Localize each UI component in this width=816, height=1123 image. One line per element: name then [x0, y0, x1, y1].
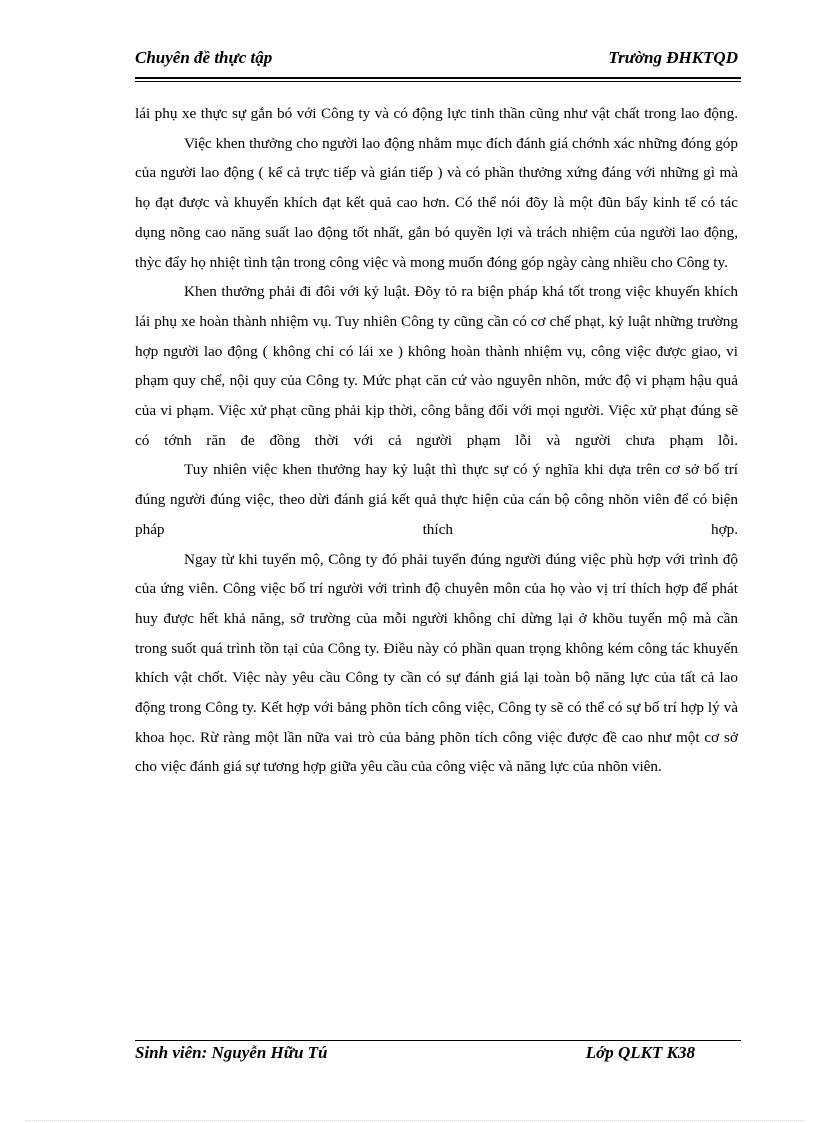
paragraph-reward: Việc khen thưởng cho người lao động nhằm mục đích đánh giá chớnh xác những đóng góp của người lao động ( kể cả trực tiếp và gián tiếp ) và có phần thưởng xứng đáng với những gì mà họ đạt được và khuyến khích đạt kết quả cao hơn. Có thể nói đõy là một đũn bẩy kinh tế có tác dụng nõng cao năng suất lao động tốt nhất, gắn bó quyền lợi và trách nhiệm của người lao động, thỳc đẩy họ nhiệt tình tận trong công việc và mong muốn đóng góp ngày càng nhiều cho Công ty.	[135, 134, 738, 271]
footer-student: Sinh viên: Nguyễn Hữu Tú	[135, 1043, 328, 1062]
header-title: Chuyên đề thực tập	[135, 48, 273, 67]
header-rule-thin	[135, 81, 741, 82]
footer-rule	[135, 1040, 741, 1041]
paragraph-placement: Tuy nhiên việc khen thưởng hay kỷ luật thì thực sự có ý nghĩa khi dựa trên cơ sở bố trí đúng người đúng việc, theo dừi đánh giá kết quả thực hiện của cán bộ công nhõn viên để có biện pháp thích hợp.	[135, 461, 738, 538]
footer-class: Lớp QLKT K38	[585, 1043, 695, 1062]
paragraph-discipline: Khen thưởng phải đi đôi với kỷ luật. Đõy tỏ ra biện pháp khá tốt trong việc khuyến khích lái phụ xe hoàn thành nhiệm vụ. Tuy nhiên Công ty cũng cần có cơ chế phạt, kỷ luật những trường hợp người lao động ( không chỉ có lái xe ) không hoàn thành nhiệm vụ, công việc được giao, vi phạm quy chế, nội quy của Công ty. Mức phạt căn cứ vào nguyên nhõn, mức độ vi phạm hậu quả của vi phạm. Việc xử phạt cũng phải kịp thời, công bằng đối với mọi người. Việc xử phạt đúng sẽ có tớnh răn đe đồng thời với cả người phạm lỗi và người chưa phạm lỗi.	[135, 283, 738, 449]
header-school: Trường ĐHKTQD	[608, 48, 738, 67]
page-edge	[25, 1120, 805, 1121]
document-body	[135, 99, 738, 782]
page-footer	[135, 1043, 695, 1069]
paragraph-continuation: lái phụ xe thực sự gắn bó với Công ty và có động lực tinh thần cũng như vật chất trong lao động.	[135, 105, 738, 122]
paragraph-recruitment: Ngay từ khi tuyển mộ, Công ty đó phải tuyển đúng người đúng việc phù hợp với trình độ của ứng viên. Công việc bố trí người với trình độ chuyên môn của họ vào vị trí thích hợp để phát huy được hết khả năng, sở trường của mỗi người không chỉ dừng lại ở khõu tuyển mộ mà cần trong suốt quá trình tồn tại của Công ty. Điều này có phần quan trọng không kém công tác khuyến khích vật chốt. Việc này yêu cầu Công ty cần có sự đánh giá lại toàn bộ năng lực của tất cả lao động trong Công ty. Kết hợp với bảng phõn tích công việc, Công ty sẽ có thể có sự bố trí hợp lý và khoa học. Rừ ràng một lần nữa vai trò của bảng phõn tích công việc được đề cao như một cơ sở cho việc đánh giá sự tương hợp giữa yêu cầu của công việc và năng lực của nhõn viên.	[135, 550, 738, 776]
header-rule	[135, 77, 741, 79]
page-header	[135, 48, 738, 74]
